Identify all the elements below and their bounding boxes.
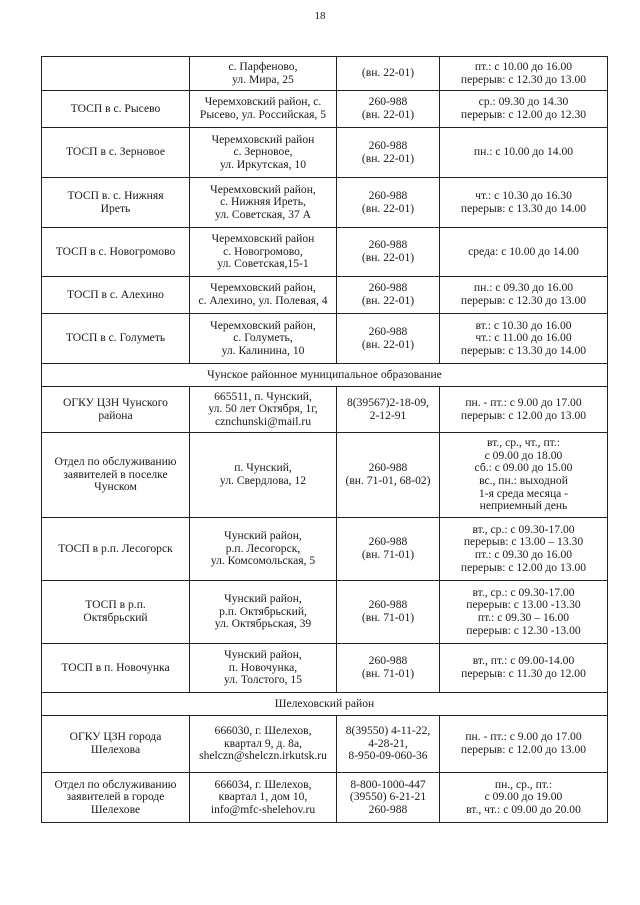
office-name-line: ТОСП в п. Новочунка bbox=[61, 660, 170, 674]
address-cell bbox=[190, 716, 337, 773]
address-line: 666034, г. Шелехов, bbox=[214, 777, 312, 791]
phone-cell bbox=[337, 433, 440, 518]
office-name-cell bbox=[42, 773, 190, 823]
office-row bbox=[42, 518, 608, 581]
address-line: info@mfc-shelehov.ru bbox=[210, 802, 316, 816]
office-name-line: ОГКУ ЦЗН города bbox=[69, 730, 162, 744]
phone-cell bbox=[337, 581, 440, 644]
office-name-cell bbox=[42, 387, 190, 433]
office-name-cell bbox=[42, 228, 190, 277]
table-body bbox=[42, 57, 608, 823]
phone-cell bbox=[337, 228, 440, 277]
phone-cell bbox=[337, 277, 440, 314]
phone-line: 260-988 bbox=[368, 535, 408, 549]
office-row bbox=[42, 387, 608, 433]
phone-cell bbox=[337, 178, 440, 228]
section-title: Чунское районное муниципальное образование bbox=[42, 364, 608, 387]
hours-line: вт., чт.: с 09.00 до 20.00 bbox=[466, 802, 581, 816]
phone-line: 260-988 bbox=[368, 802, 408, 816]
phone-line: 2-12-91 bbox=[369, 408, 407, 422]
hours-cell bbox=[440, 228, 608, 277]
office-row bbox=[42, 128, 608, 178]
address-line: ул. 50 лет Октября, 1г, bbox=[208, 402, 318, 416]
address-cell bbox=[190, 91, 337, 128]
phone-line: 4-28-21, bbox=[368, 736, 408, 750]
office-name-line: Иреть bbox=[100, 201, 131, 215]
page-number: 18 bbox=[314, 10, 326, 22]
section-header-row bbox=[42, 364, 608, 387]
hours-line: пн.: с 10.00 до 14.00 bbox=[473, 145, 574, 159]
phone-line: (вн. 71-01) bbox=[361, 611, 415, 624]
phone-line: (вн. 22-01) bbox=[361, 151, 415, 165]
office-name-cell bbox=[42, 57, 190, 91]
hours-cell bbox=[440, 57, 608, 91]
phone-line: 260-988 bbox=[368, 324, 408, 338]
phone-line: 260-988 bbox=[368, 238, 408, 252]
address-cell bbox=[190, 518, 337, 581]
office-name-line: ТОСП в р.п. Лесогорск bbox=[58, 541, 173, 555]
address-cell bbox=[190, 228, 337, 277]
office-name-cell bbox=[42, 314, 190, 364]
hours-cell bbox=[440, 277, 608, 314]
hours-line: среда: с 10.00 до 14.00 bbox=[468, 244, 579, 258]
office-name-line: района bbox=[98, 408, 133, 422]
address-line: с. Алехино, ул. Полевая, 4 bbox=[198, 294, 328, 307]
address-line: Рысево, ул. Российская, 5 bbox=[199, 108, 327, 121]
hours-line: перерыв: с 12.00 до 13.00 bbox=[460, 743, 587, 756]
address-line: Черемховский район, bbox=[210, 182, 316, 196]
address-cell bbox=[190, 773, 337, 823]
office-name-line: Октябрьский bbox=[83, 611, 148, 624]
address-cell bbox=[190, 644, 337, 693]
address-line: ул. Советская, 37 А bbox=[215, 207, 311, 221]
hours-cell bbox=[440, 91, 608, 128]
hours-line: перерыв: с 13.30 до 14.00 bbox=[460, 201, 587, 215]
hours-line: пт.: с 10.00 до 16.00 bbox=[474, 59, 573, 73]
office-name-line: ТОСП в р.п. bbox=[85, 598, 146, 612]
address-line: 665511, п. Чунский, bbox=[214, 389, 312, 403]
hours-line: вт., ср.: с 09.30-17.00 bbox=[472, 585, 575, 599]
office-name-cell bbox=[42, 433, 190, 518]
address-line: Черемховский район, bbox=[210, 281, 316, 295]
phone-line: 260-988 bbox=[368, 461, 408, 475]
office-name-line: ОГКУ ЦЗН Чунского bbox=[63, 395, 168, 409]
phone-cell bbox=[337, 387, 440, 433]
hours-line: вт.: с 10.30 до 16.00 bbox=[475, 318, 572, 332]
phone-line: (вн. 71-01, 68-02) bbox=[345, 474, 431, 487]
phone-line: 8(39550) 4-11-22, bbox=[345, 724, 431, 738]
address-cell bbox=[190, 57, 337, 91]
address-line: Черемховский район, с. bbox=[204, 95, 322, 109]
hours-line: перерыв: с 13.00 – 13.30 bbox=[463, 535, 584, 549]
office-name-cell bbox=[42, 581, 190, 644]
office-name-line: ТОСП в. с. Нижняя bbox=[67, 188, 164, 202]
phone-line: 260-988 bbox=[368, 281, 408, 295]
address-line: Чунский район, bbox=[224, 592, 302, 606]
address-line: с. Голуметь, bbox=[233, 331, 293, 345]
hours-line: вт., ср., чт., пт.: bbox=[487, 436, 560, 450]
address-line: Черемховский район bbox=[211, 132, 315, 146]
phone-line: 260-988 bbox=[368, 598, 408, 612]
hours-line: пт.: с 09.30 – 16.00 bbox=[477, 611, 570, 624]
office-name-cell bbox=[42, 128, 190, 178]
office-row bbox=[42, 433, 608, 518]
office-name-line: ТОСП в с. Голуметь bbox=[65, 331, 166, 345]
hours-line: вт., пт.: с 09.00-14.00 bbox=[472, 654, 575, 668]
address-line: р.п. Октябрьский, bbox=[219, 604, 307, 618]
phone-line: (вн. 22-01) bbox=[361, 251, 415, 264]
address-line: ул. Калинина, 10 bbox=[221, 343, 305, 357]
address-line: shelczn@shelczn.irkutsk.ru bbox=[199, 749, 327, 763]
hours-line: перерыв: с 12.00 до 13.00 bbox=[460, 408, 587, 422]
phone-cell bbox=[337, 644, 440, 693]
address-line: р.п. Лесогорск, bbox=[225, 541, 301, 555]
hours-line: ср.: 09.30 до 14.30 bbox=[478, 95, 569, 109]
hours-line: перерыв: с 12.00 до 13.00 bbox=[460, 560, 587, 574]
hours-line: перерыв: с 12.30 до 13.00 bbox=[460, 72, 587, 86]
hours-line: пн.: с 09.30 до 16.00 bbox=[473, 281, 574, 295]
address-line: Черемховский район, bbox=[210, 318, 316, 332]
hours-line: перерыв: с 13.30 до 14.00 bbox=[460, 343, 587, 357]
office-name-cell bbox=[42, 518, 190, 581]
address-line: 666030, г. Шелехов, bbox=[214, 724, 312, 738]
phone-cell bbox=[337, 128, 440, 178]
hours-line: чт.: с 10.30 до 16.30 bbox=[475, 188, 572, 202]
hours-line: с 09.00 до 18.00 bbox=[484, 448, 563, 462]
office-row bbox=[42, 91, 608, 128]
office-name-line: ТОСП в с. Новогромово bbox=[55, 244, 176, 258]
hours-line: перерыв: с 11.30 до 12.00 bbox=[461, 667, 586, 680]
address-line: с. Зерновое, bbox=[233, 145, 293, 159]
phone-cell bbox=[337, 716, 440, 773]
address-line: Черемховский район bbox=[211, 232, 315, 246]
address-line: ул. Комсомольская, 5 bbox=[210, 554, 316, 568]
address-line: п. Новочунка, bbox=[228, 660, 298, 674]
address-cell bbox=[190, 178, 337, 228]
office-row bbox=[42, 314, 608, 364]
hours-line: чт.: с 11.00 до 16.00 bbox=[475, 331, 572, 345]
hours-cell bbox=[440, 128, 608, 178]
phone-cell bbox=[337, 91, 440, 128]
address-cell bbox=[190, 128, 337, 178]
phone-line: (вн. 22-01) bbox=[361, 108, 415, 121]
hours-line: перерыв: с 12.30 до 13.00 bbox=[460, 294, 587, 307]
address-line: ул. Иркутская, 10 bbox=[220, 157, 306, 171]
hours-cell bbox=[440, 433, 608, 518]
address-line: ул. Октябрьская, 39 bbox=[214, 617, 312, 631]
office-name-line: ТОСП в с. Алехино bbox=[67, 287, 164, 301]
hours-line: пн. - пт.: с 9.00 до 17.00 bbox=[465, 395, 582, 409]
office-name-cell bbox=[42, 277, 190, 314]
phone-line: (вн. 22-01) bbox=[361, 337, 415, 351]
phone-line: (вн. 22-01) bbox=[361, 294, 415, 307]
address-cell bbox=[190, 581, 337, 644]
office-name-line: заявителей в поселке bbox=[63, 467, 168, 481]
address-cell bbox=[190, 277, 337, 314]
hours-cell bbox=[440, 178, 608, 228]
hours-line: вт., ср.: с 09.30-17.00 bbox=[472, 522, 575, 536]
address-line: ул. Мира, 25 bbox=[232, 72, 294, 86]
office-row bbox=[42, 644, 608, 693]
hours-line: перерыв: с 12.30 -13.00 bbox=[466, 623, 581, 637]
phone-line: (вн. 22-01) bbox=[361, 201, 415, 215]
address-cell bbox=[190, 314, 337, 364]
phone-line: (вн. 71-01) bbox=[361, 548, 415, 561]
address-line: Чунский район, bbox=[224, 648, 302, 662]
phone-line: 8-800-1000-447 bbox=[350, 777, 426, 791]
hours-line: пт.: с 09.30 до 16.00 bbox=[474, 548, 573, 561]
hours-cell bbox=[440, 716, 608, 773]
address-line: с. Нижняя Иреть, bbox=[220, 195, 306, 209]
phone-line: 8-950-09-060-36 bbox=[348, 749, 428, 763]
office-name-cell bbox=[42, 91, 190, 128]
address-line: ул. Толстого, 15 bbox=[223, 673, 303, 687]
hours-cell bbox=[440, 644, 608, 693]
address-cell bbox=[190, 387, 337, 433]
address-line: квартал 1, дом 10, bbox=[218, 790, 308, 804]
address-line: Чунский район, bbox=[224, 529, 302, 543]
office-name-cell bbox=[42, 644, 190, 693]
address-line: с. Новогромово, bbox=[223, 244, 303, 258]
office-row bbox=[42, 716, 608, 773]
section-title: Шелеховский район bbox=[42, 693, 608, 716]
hours-line: с 09.00 до 19.00 bbox=[484, 790, 563, 804]
address-line: п. Чунский, bbox=[234, 461, 292, 475]
office-row bbox=[42, 178, 608, 228]
hours-line: пн., ср., пт.: bbox=[494, 777, 553, 791]
phone-line: 260-988 bbox=[368, 188, 408, 202]
hours-line: перерыв: с 12.00 до 12.30 bbox=[460, 108, 587, 121]
phone-cell bbox=[337, 57, 440, 91]
hours-cell bbox=[440, 387, 608, 433]
office-row bbox=[42, 277, 608, 314]
section-header-row bbox=[42, 693, 608, 716]
phone-line: (39550) 6-21-21 bbox=[349, 790, 427, 804]
address-line: cznchunski@mail.ru bbox=[215, 414, 311, 428]
hours-cell bbox=[440, 581, 608, 644]
address-line: ул. Советская,15-1 bbox=[217, 257, 309, 271]
office-name-cell bbox=[42, 178, 190, 228]
office-name-line: Отдел по обслуживанию bbox=[54, 777, 177, 791]
office-name-cell bbox=[42, 716, 190, 773]
hours-cell bbox=[440, 773, 608, 823]
address-line: с. Парфеново, bbox=[228, 59, 298, 73]
hours-line: неприемный день bbox=[479, 499, 568, 513]
address-line: квартал 9, д. 8а, bbox=[223, 736, 302, 750]
hours-line: 1-я среда месяца - bbox=[478, 486, 569, 500]
contacts-table bbox=[41, 56, 608, 823]
phone-cell bbox=[337, 773, 440, 823]
hours-line: сб.: с 09.00 до 15.00 bbox=[474, 461, 573, 475]
hours-cell bbox=[440, 518, 608, 581]
phone-line: 260-988 bbox=[368, 138, 408, 152]
phone-line: 260-988 bbox=[368, 95, 408, 109]
address-cell bbox=[190, 433, 337, 518]
office-row bbox=[42, 57, 608, 91]
office-name-line: Чунском bbox=[94, 480, 137, 494]
office-name-line: ТОСП в с. Рысево bbox=[70, 101, 161, 115]
office-name-line: Шелехове bbox=[90, 802, 141, 816]
hours-line: вс., пн.: выходной bbox=[479, 474, 568, 487]
phone-cell bbox=[337, 518, 440, 581]
office-row bbox=[42, 773, 608, 823]
office-name-line: Шелехова bbox=[90, 743, 141, 756]
phone-line: (вн. 22-01) bbox=[361, 66, 415, 80]
office-name-line: заявителей в городе bbox=[66, 790, 165, 804]
office-name-line: ТОСП в с. Зерновое bbox=[66, 145, 165, 159]
address-line: ул. Свердлова, 12 bbox=[219, 474, 307, 487]
phone-line: 8(39567)2-18-09, bbox=[346, 395, 430, 409]
hours-line: пн. - пт.: с 9.00 до 17.00 bbox=[465, 730, 582, 744]
office-row bbox=[42, 581, 608, 644]
office-row bbox=[42, 228, 608, 277]
hours-cell bbox=[440, 314, 608, 364]
phone-line: 260-988 bbox=[368, 654, 408, 668]
phone-cell bbox=[337, 314, 440, 364]
hours-line: перерыв: с 13.00 -13.30 bbox=[466, 598, 581, 612]
office-name-line: Отдел по обслуживанию bbox=[54, 455, 177, 469]
phone-line: (вн. 71-01) bbox=[361, 667, 415, 680]
